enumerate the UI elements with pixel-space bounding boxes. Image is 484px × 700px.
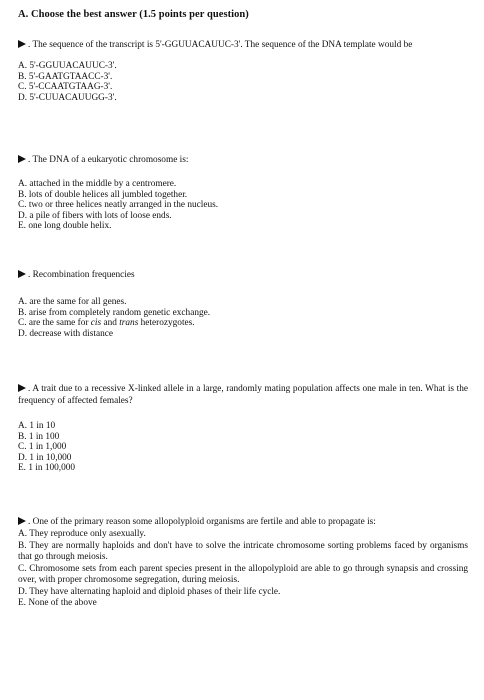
arrow-bullet-icon bbox=[18, 40, 26, 48]
option-c: C. 1 in 1,000 bbox=[18, 442, 67, 452]
option-d: D. 1 in 10,000 bbox=[18, 452, 72, 463]
arrow-bullet-icon bbox=[18, 517, 26, 525]
option-d: D. a pile of fibers with lots of loose ends. bbox=[18, 210, 172, 221]
option-c-trans: trans bbox=[119, 318, 139, 328]
option-e: E. None of the above bbox=[18, 598, 97, 608]
option-e: E. one long double helix. bbox=[18, 221, 112, 231]
question-3-stem bbox=[18, 269, 468, 281]
option-d: D. 5'-CUUACAUUGG-3'. bbox=[18, 92, 117, 103]
option-e: E. 1 in 100,000 bbox=[18, 463, 76, 473]
option-a: A. are the same for all genes. bbox=[18, 297, 127, 307]
arrow-bullet-icon bbox=[18, 155, 26, 163]
question-3-options bbox=[18, 297, 468, 339]
question-4-stem bbox=[18, 383, 468, 407]
arrow-bullet-icon bbox=[18, 270, 26, 278]
option-a: A. 1 in 10 bbox=[18, 421, 56, 431]
question-1-options bbox=[18, 61, 468, 103]
option-c bbox=[18, 318, 468, 329]
question-5-text: One of the primary reason some allopolyploid organisms are fertile and able to propagate is: bbox=[32, 517, 376, 527]
option-c-and: and bbox=[101, 318, 120, 328]
question-1 bbox=[18, 39, 468, 103]
question-2-text: The DNA of a eukaryotic chromosome is: bbox=[32, 155, 189, 165]
arrow-bullet-icon bbox=[18, 384, 26, 392]
option-b: B. 5'-GAATGTAACC-3'. bbox=[18, 71, 113, 82]
question-2-options bbox=[18, 179, 468, 232]
option-d: D. decrease with distance bbox=[18, 328, 113, 339]
question-1-stem bbox=[18, 39, 468, 51]
option-b: B. arise from completely random genetic exchange. bbox=[18, 307, 211, 318]
question-5 bbox=[18, 516, 468, 610]
option-c-rest: heterozygotes. bbox=[138, 318, 195, 328]
option-a: A. They reproduce only asexually. bbox=[18, 529, 146, 539]
question-prefix: . bbox=[28, 517, 33, 527]
question-prefix: . bbox=[28, 384, 33, 394]
question-1-text: The sequence of the transcript is 5'-GGUUACAUUC-3'. The sequence of the DNA template would be bbox=[32, 40, 413, 50]
question-5-stem bbox=[18, 516, 468, 528]
option-a: A. 5'-GGUUACAUUC-3'. bbox=[18, 61, 117, 71]
question-5-options bbox=[18, 529, 468, 610]
option-b: B. They are normally haploids and don't have to solve the intricate chromosome sorting problems faced by organisms that go through meiosis. bbox=[18, 540, 468, 562]
option-c: C. Chromosome sets from each parent species present in the allopolyploid are able to go through synapsis and crossing over, with proper chromosome segregation, during meiosis. bbox=[18, 563, 468, 585]
question-4-options bbox=[18, 421, 468, 474]
option-b: B. 1 in 100 bbox=[18, 431, 60, 442]
option-c: C. 5'-CCAATGTAAG-3'. bbox=[18, 82, 113, 92]
question-3 bbox=[18, 269, 468, 339]
question-prefix: . bbox=[28, 270, 33, 280]
question-2 bbox=[18, 154, 468, 232]
section-heading: A. Choose the best answer (1.5 points per question) bbox=[18, 9, 249, 20]
question-4-text: A trait due to a recessive X-linked allele in a large, randomly mating population affects one male in ten. What is the frequency of affected females? bbox=[18, 384, 468, 406]
question-3-text: Recombination frequencies bbox=[32, 270, 135, 280]
question-4 bbox=[18, 383, 468, 474]
question-prefix: . bbox=[28, 40, 33, 50]
option-c-text: C. are the same for bbox=[18, 318, 91, 328]
option-c: C. two or three helices neatly arranged in the nucleus. bbox=[18, 200, 219, 210]
option-b: B. lots of double helices all jumbled together. bbox=[18, 189, 188, 200]
question-2-stem bbox=[18, 154, 468, 166]
option-a: A. attached in the middle by a centromere. bbox=[18, 179, 177, 189]
option-d: D. They have alternating haploid and diploid phases of their life cycle. bbox=[18, 586, 281, 597]
question-prefix: . bbox=[28, 155, 33, 165]
option-c-cis: cis bbox=[90, 318, 102, 328]
